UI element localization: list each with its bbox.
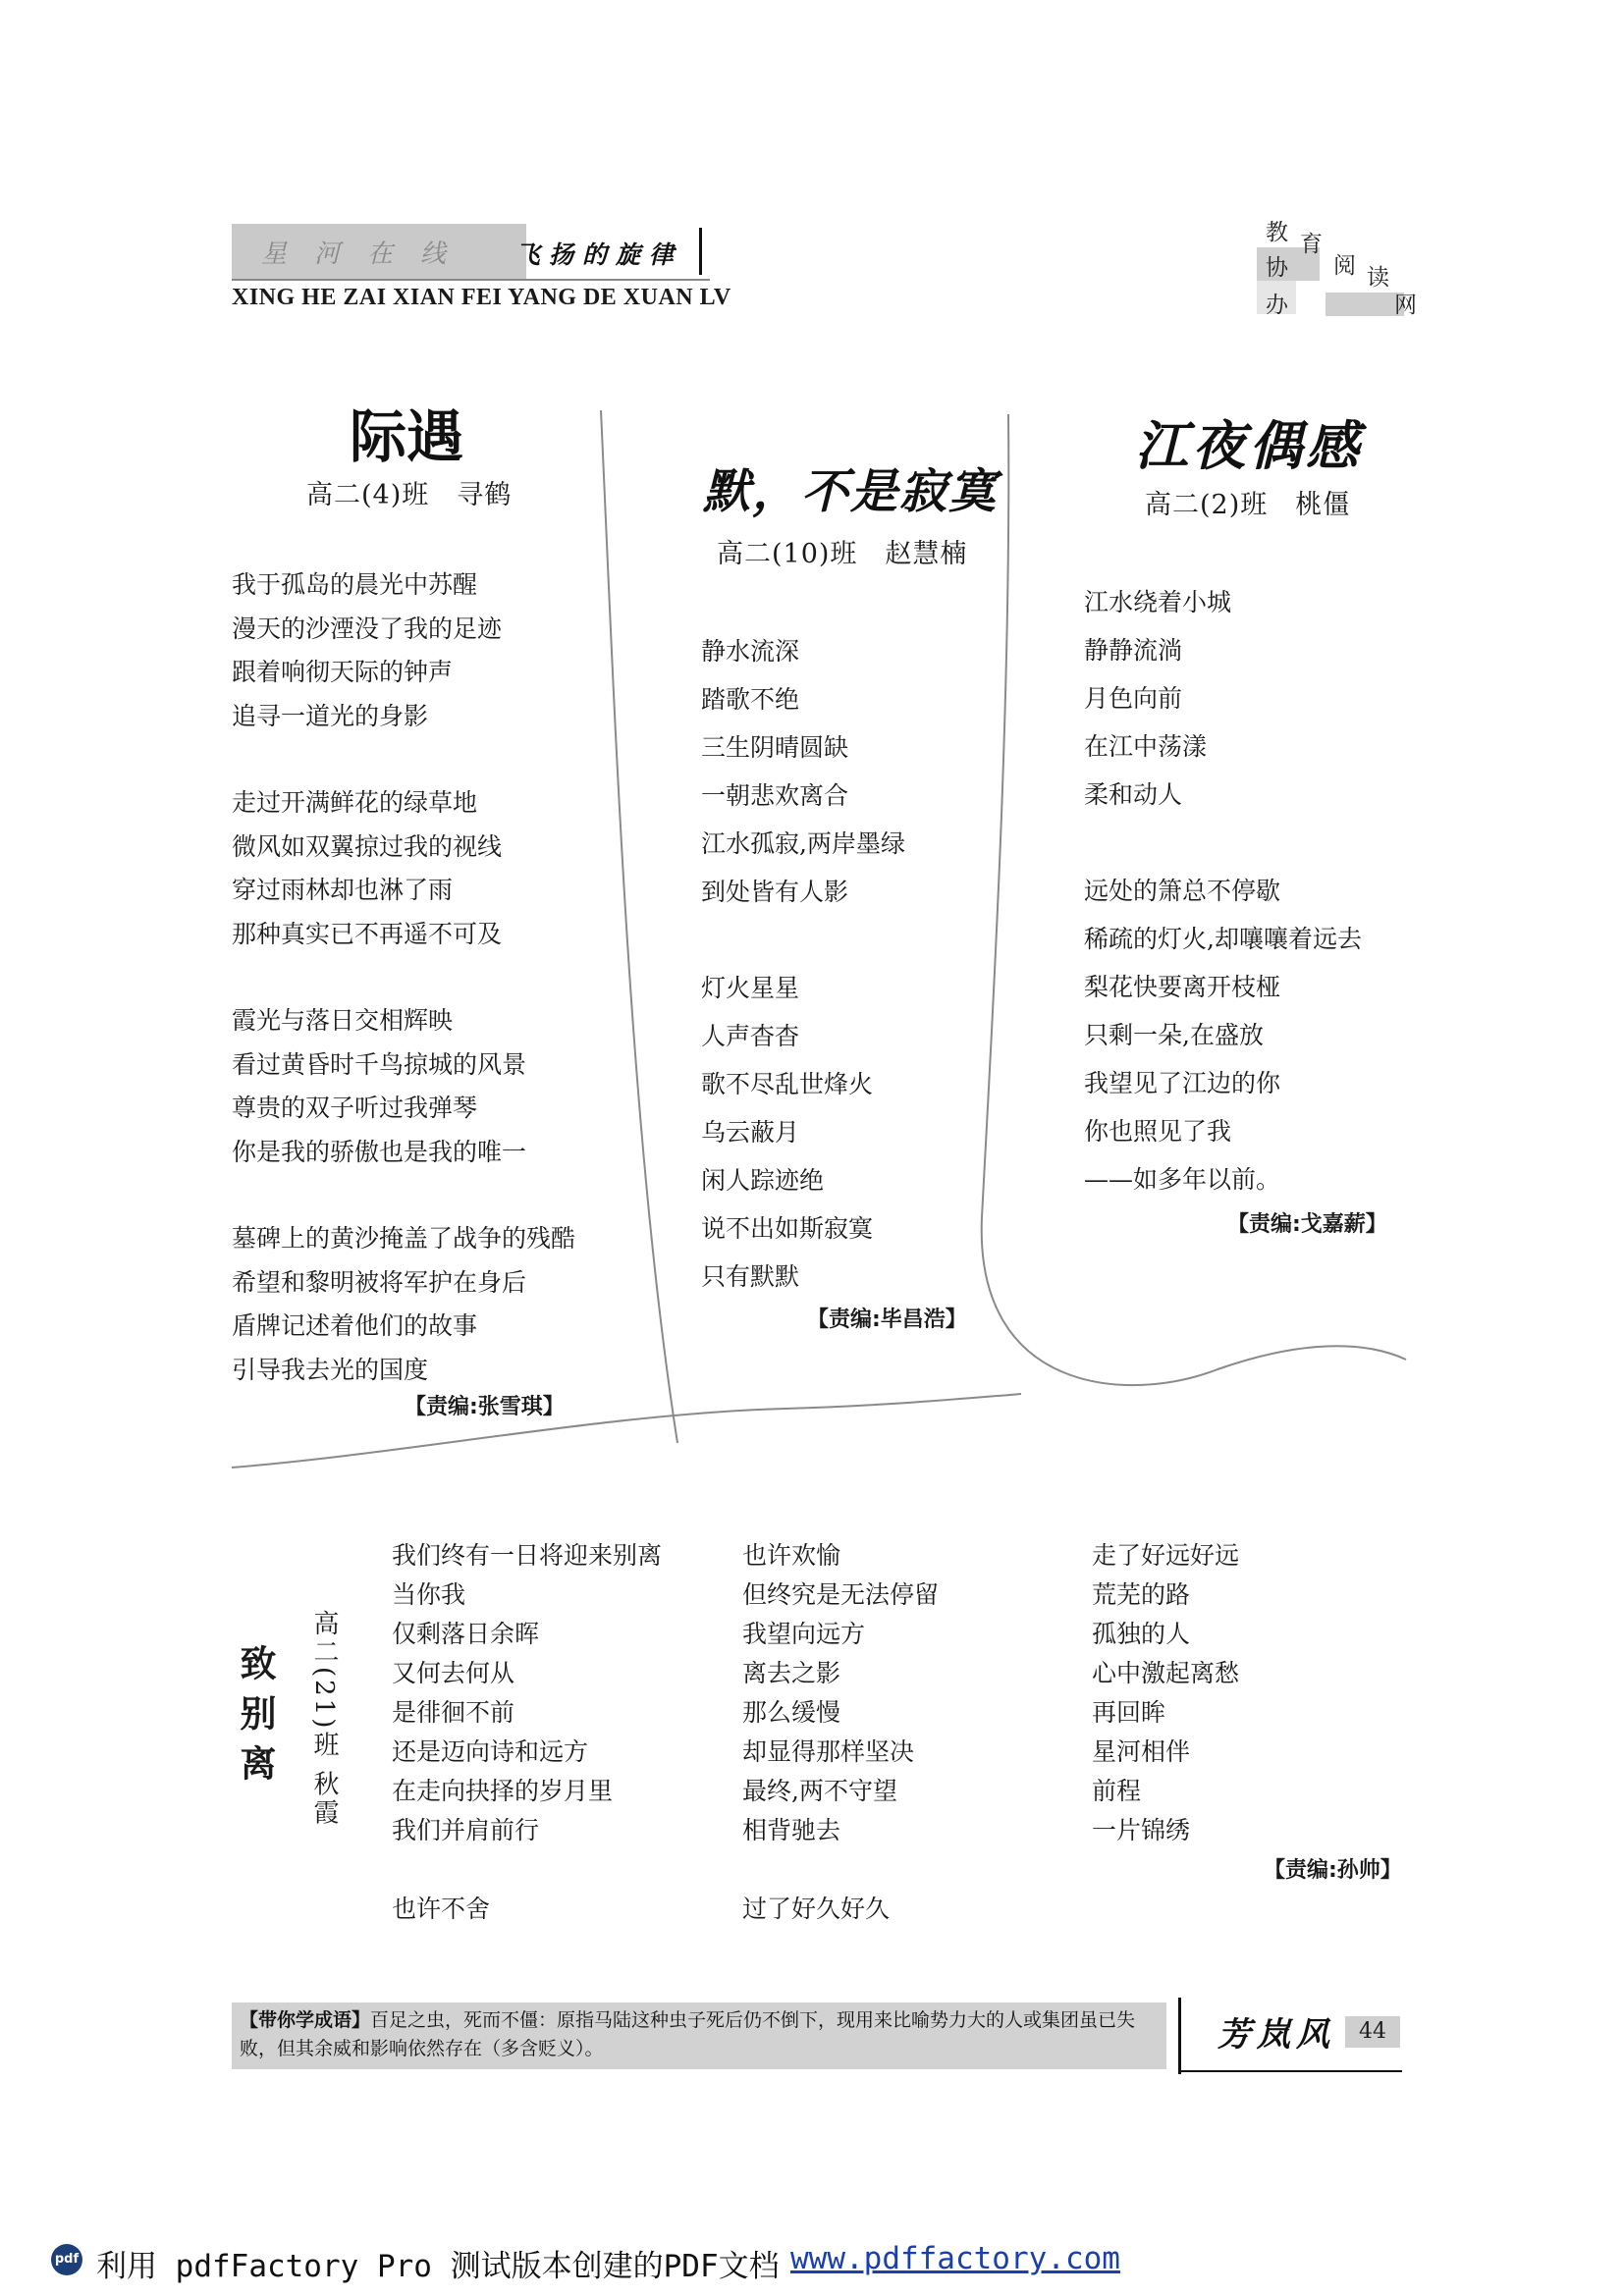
poem-line: 那种真实已不再遥不可及 — [232, 919, 503, 948]
poem-line: 看过黄昏时千鸟掠城的风景 — [232, 1049, 527, 1079]
logo-char: 阅 — [1333, 253, 1356, 279]
poem-byline: 高二(10)班 赵慧楠 — [717, 539, 968, 569]
footer-rule — [1178, 1998, 1181, 2074]
idiom-label: 【带你学成语】 — [240, 2009, 371, 2031]
logo-char: 协 — [1266, 255, 1288, 281]
poem-line: 梨花快要离开枝桠 — [1084, 973, 1281, 1001]
poem-line: 只剩一朵,在盛放 — [1084, 1021, 1264, 1049]
section-title: 星河在线 — [261, 240, 474, 269]
poem-line: 但终究是无法停留 — [742, 1580, 940, 1609]
poem-byline: 高二(2)班 桃僵 — [1145, 490, 1351, 520]
poem-line: 一片锦绣 — [1092, 1816, 1191, 1844]
poem-line: 微风如双翼掠过我的视线 — [232, 831, 503, 861]
poem-line: 盾牌记述着他们的故事 — [232, 1311, 478, 1340]
poem-title: 际遇 — [350, 403, 464, 470]
poem-line: 心中激起离愁 — [1092, 1659, 1240, 1687]
poem-line: 到处皆有人影 — [701, 878, 849, 906]
poem-line: 引导我去光的国度 — [232, 1355, 429, 1384]
poem-line: 灯火星星 — [701, 974, 800, 1002]
poem-line: 静静流淌 — [1084, 636, 1183, 665]
poem-title: 默，不是寂寞 — [703, 464, 999, 519]
poem-line: 只有默默 — [701, 1262, 800, 1291]
poem-line: 穿过雨林却也淋了雨 — [232, 876, 454, 904]
farewell-title: 致别离 — [234, 1644, 277, 1794]
poem-title: 江夜偶感 — [1135, 414, 1363, 477]
poem-line: 却显得那样坚决 — [742, 1737, 915, 1766]
logo-char: 办 — [1266, 293, 1288, 318]
editor-credit: 【责编:毕昌浩】 — [807, 1308, 967, 1332]
poem-line: 前程 — [1092, 1777, 1142, 1805]
editor-credit: 【责编:孙帅】 — [1264, 1858, 1402, 1883]
poem-line: 也许欢愉 — [742, 1541, 841, 1570]
poem-line: 仅剩落日余晖 — [392, 1620, 540, 1648]
poem-line: 远处的箫总不停歇 — [1084, 877, 1281, 905]
farewell-byline: 高二(21)班 秋霞 — [309, 1610, 339, 1828]
poem-line: 在走向抉择的岁月里 — [392, 1777, 614, 1805]
idiom-text — [240, 2006, 1163, 2063]
poem-line: 过了好久好久 — [742, 1895, 891, 1923]
poem-line: 闲人踪迹绝 — [701, 1166, 825, 1195]
poem-line: 相背驰去 — [742, 1816, 841, 1844]
poem-line: 月色向前 — [1084, 684, 1183, 713]
poem-line: 稀疏的灯火,却嚷嚷着远去 — [1084, 925, 1362, 953]
poem-line: 我望见了江边的你 — [1084, 1069, 1281, 1097]
poem-line: 是徘徊不前 — [392, 1698, 515, 1727]
poem-line: 静水流深 — [701, 637, 800, 666]
poem-line: 江水孤寂,两岸墨绿 — [701, 829, 905, 858]
poem-line: 孤独的人 — [1092, 1620, 1191, 1648]
poem-line: 你是我的骄傲也是我的唯一 — [232, 1137, 527, 1166]
poem-line: 乌云蔽月 — [701, 1118, 800, 1147]
footer-rule — [1178, 2070, 1402, 2072]
poem-line: 踏歌不绝 — [701, 685, 800, 714]
poem-line: 当你我 — [392, 1580, 466, 1609]
poem-line: 我们并肩前行 — [392, 1816, 540, 1844]
poem-line: 那么缓慢 — [742, 1698, 841, 1727]
poem-line: 我于孤岛的晨光中苏醒 — [232, 570, 478, 599]
poem-line: 走了好远好远 — [1092, 1541, 1240, 1570]
poem-line: 希望和黎明被将军护在身后 — [232, 1267, 527, 1297]
poem-line: 离去之影 — [742, 1659, 841, 1687]
poem-line: 荒芜的路 — [1092, 1580, 1191, 1609]
poem-line: 歌不尽乱世烽火 — [701, 1070, 874, 1098]
pdffactory-logo-icon: pdf — [51, 2244, 82, 2275]
logo-char: 育 — [1300, 232, 1323, 257]
poem-byline: 高二(4)班 寻鹤 — [306, 480, 513, 510]
poem-line: 柔和动人 — [1084, 780, 1183, 809]
poem-line: 又何去何从 — [392, 1659, 515, 1687]
logo-char: 读 — [1367, 265, 1389, 291]
farewell-column — [392, 0, 706, 1963]
editor-credit: 【责编:张雪琪】 — [405, 1395, 565, 1419]
poem-line: 说不出如斯寂寞 — [701, 1214, 874, 1243]
poem-line: 跟着响彻天际的钟声 — [232, 658, 454, 686]
poem-line: 霞光与落日交相辉映 — [232, 1006, 454, 1035]
poem-line: 尊贵的双子听过我弹琴 — [232, 1094, 478, 1122]
editor-credit: 【责编:戈嘉薪】 — [1227, 1212, 1387, 1237]
poem-line: ——如多年以前。 — [1084, 1165, 1281, 1194]
farewell-column — [1092, 0, 1386, 1963]
poem-line: 我望向远方 — [742, 1620, 866, 1648]
poem-line: 走过开满鲜花的绿草地 — [232, 788, 478, 817]
poem-line: 江水绕着小城 — [1084, 588, 1232, 616]
magazine-brand: 芳岚风 — [1217, 2015, 1335, 2055]
logo-char: 教 — [1266, 220, 1288, 245]
section-subtitle: 飞扬的旋律 — [515, 240, 683, 269]
poem-line: 在江中荡漾 — [1084, 732, 1208, 761]
poem-line: 追寻一道光的身影 — [232, 701, 429, 730]
page-number: 44 — [1345, 2016, 1400, 2048]
poem-line: 再回眸 — [1092, 1698, 1166, 1727]
logo-char: 网 — [1394, 293, 1417, 318]
poem-line: 人声杳杳 — [701, 1022, 800, 1050]
poem-line: 墓碑上的黄沙掩盖了战争的残酷 — [232, 1224, 576, 1253]
section-pinyin: XING HE ZAI XIAN FEI YANG DE XUAN LV — [232, 285, 731, 310]
poem-line: 漫天的沙湮没了我的足迹 — [232, 614, 503, 643]
watermark-text: 利用 pdfFactory Pro 测试版本创建的PDF文档 — [96, 2249, 780, 2284]
poem-line: 一朝悲欢离合 — [701, 781, 849, 810]
farewell-column — [742, 0, 1056, 1963]
poem-line: 也许不舍 — [392, 1895, 491, 1923]
poem-line: 还是迈向诗和远方 — [392, 1737, 589, 1766]
idiom-body: 百足之虫，死而不僵：原指马陆这种虫子死后仍不倒下，现用来比喻势力大的人或集团虽已失败，但其余威和影响依然存在（多含贬义）。 — [240, 2009, 1136, 2059]
poem-line: 你也照见了我 — [1084, 1117, 1232, 1146]
poem-line: 最终,两不守望 — [742, 1777, 897, 1805]
poem-line: 三生阴晴圆缺 — [701, 733, 849, 762]
watermark-link[interactable]: www.pdffactory.com — [790, 2241, 1120, 2276]
poem-line: 星河相伴 — [1092, 1737, 1191, 1766]
poem-line: 我们终有一日将迎来别离 — [392, 1541, 663, 1570]
